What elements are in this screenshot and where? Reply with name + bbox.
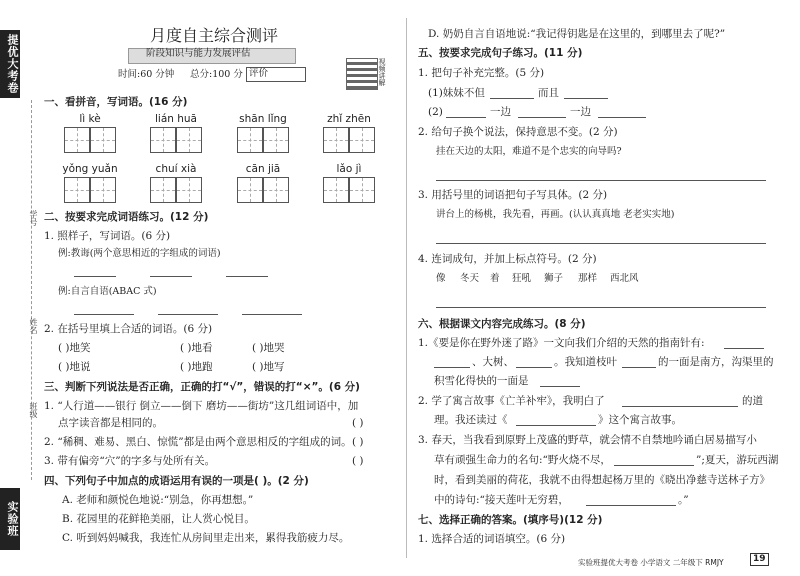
s5-q3-sentence: 讲台上的杨桃，我先看，再画。(认认真真地 老老实实地) xyxy=(436,209,675,220)
answer-line[interactable] xyxy=(622,406,738,407)
s7-question-1: 1. 选择合适的词语填空。(6 分) xyxy=(418,533,566,545)
page-number: 19 xyxy=(750,553,769,566)
answer-line[interactable] xyxy=(436,243,766,244)
fill-item[interactable]: ( )地哭 xyxy=(252,342,285,354)
writing-cell[interactable] xyxy=(90,177,116,203)
answer-line[interactable] xyxy=(614,465,694,466)
s3-question-1b: 点字读音都是相同的。 xyxy=(58,417,163,429)
word-tile: 着 xyxy=(490,273,500,284)
pinyin-8: lǎo jì xyxy=(336,163,362,175)
s6-q3-line2-end: ”;夏天，游玩西湖 xyxy=(696,454,779,466)
answer-line[interactable] xyxy=(724,348,764,349)
answer-line[interactable] xyxy=(516,425,596,426)
word-tile: 冬天 xyxy=(460,273,480,284)
writing-cell[interactable] xyxy=(176,127,202,153)
pinyin-7: cān jiā xyxy=(245,163,281,175)
s6-q1-line2-a: 、大树、 xyxy=(472,356,514,368)
s6-q2-line1: 2. 学了寓言故事《亡羊补牢》，我明白了 xyxy=(418,395,605,407)
answer-line[interactable] xyxy=(446,117,486,118)
answer-line[interactable] xyxy=(150,276,192,277)
s3-question-2: 2. “稀稠、难易、黑白、惊慌”都是由两个意思相反的字组成的词。 xyxy=(44,436,352,448)
writing-cell[interactable] xyxy=(349,177,375,203)
answer-line[interactable] xyxy=(490,98,534,99)
answer-line[interactable] xyxy=(598,117,646,118)
s6-q1-line3: 积雪化得快的一面是 xyxy=(434,375,529,387)
writing-cell[interactable] xyxy=(176,177,202,203)
pinyin-2: lián huā xyxy=(154,113,197,125)
s4-option-b[interactable]: B. 花园里的花鲜艳美丽，让人赏心悦目。 xyxy=(62,513,255,525)
writing-cell[interactable] xyxy=(263,127,289,153)
s5-q1-line2-b: 一边 xyxy=(490,106,511,118)
s5-q1-line1: (1)妹妹不但 xyxy=(428,87,485,99)
s5-question-4: 4. 连词成句，并加上标点符号。(2 分) xyxy=(418,253,597,265)
fill-item[interactable]: ( )地跑 xyxy=(180,361,213,373)
s4-option-d[interactable]: D. 奶奶自言自语地说:“我记得钥匙是在这里的，到哪里去了呢?” xyxy=(428,28,726,40)
s5-question-3: 3. 用括号里的词语把句子写具体。(2 分) xyxy=(418,189,608,201)
answer-line[interactable] xyxy=(564,98,608,99)
pinyin-6: chuí xià xyxy=(155,163,197,175)
s6-q1-line1: 1.《要是你在野外迷了路》一文向我们介绍的天然的指南针有: xyxy=(418,337,705,349)
writing-cell[interactable] xyxy=(237,177,263,203)
pinyin-5: yǒng yuǎn xyxy=(62,163,118,175)
label-grade: 班级 xyxy=(29,402,38,418)
answer-line[interactable] xyxy=(226,276,268,277)
judge-paren[interactable]: ( ) xyxy=(352,436,364,448)
footer-text: 实验班提优大考卷 小学语文 二年级下 RMJY xyxy=(578,558,724,567)
subtitle: 阶段知识与能力发展评估 xyxy=(146,48,251,59)
brand-strip-top: 提优大考卷 xyxy=(0,30,20,98)
s2-example-1: 例:教诲(两个意思相近的字组成的词语) xyxy=(58,248,221,259)
s6-q3-line2: 草有顽强生命力的名句:“野火烧不尽， xyxy=(434,454,611,466)
fill-item[interactable]: ( )地看 xyxy=(180,342,213,354)
time-label: 时间:60 分钟 xyxy=(118,69,175,80)
s6-q3-line4: 中的诗句:“接天莲叶无穷碧， xyxy=(434,494,569,506)
s5-q1-line2: (2) xyxy=(428,106,443,118)
s2-example-2: 例:自言自语(ABAC 式) xyxy=(58,286,157,297)
pinyin-4: zhǐ zhēn xyxy=(327,113,371,125)
s6-q3-line1: 3. 春天，当我看到原野上茂盛的野草，就会情不自禁地吟诵白居易描写小 xyxy=(418,434,757,446)
pinyin-1: lì kè xyxy=(79,113,101,125)
fill-item[interactable]: ( )地笑 xyxy=(58,342,91,354)
answer-line[interactable] xyxy=(74,276,116,277)
writing-cell[interactable] xyxy=(90,127,116,153)
writing-cell[interactable] xyxy=(64,177,90,203)
s5-q1-line1-b: 而且 xyxy=(538,87,559,99)
word-tile: 狮子 xyxy=(544,273,564,284)
word-tile: 狂吼 xyxy=(512,273,532,284)
s5-question-1: 1. 把句子补充完整。(5 分) xyxy=(418,67,545,79)
page-title: 月度自主综合测评 xyxy=(150,26,279,45)
section-2-title: 二、按要求完成词语练习。(12 分) xyxy=(44,211,209,223)
answer-line[interactable] xyxy=(436,180,766,181)
answer-line[interactable] xyxy=(242,314,302,315)
word-tile: 像 xyxy=(436,273,446,284)
score-box-label: 评价 xyxy=(249,68,269,79)
total-score-label: 总分:100 分 xyxy=(190,69,243,80)
s4-option-c[interactable]: C. 听到妈妈喊我，我连忙从房间里走出来，累得我筋疲力尽。 xyxy=(62,532,350,544)
judge-paren[interactable]: ( ) xyxy=(352,455,364,467)
s3-question-3: 3. 带有偏旁“穴”的字多与处所有关。 xyxy=(44,455,216,467)
answer-line[interactable] xyxy=(540,386,580,387)
section-6-title: 六、根据课文内容完成练习。(8 分) xyxy=(418,318,586,330)
s6-q1-line2-b: 。我知道枝叶 xyxy=(554,356,617,368)
writing-cell[interactable] xyxy=(323,177,349,203)
qr-code xyxy=(346,58,378,90)
s2-question-2: 2. 在括号里填上合适的词语。(6 分) xyxy=(44,323,213,335)
writing-cell[interactable] xyxy=(349,127,375,153)
fill-item[interactable]: ( )地写 xyxy=(252,361,285,373)
section-1-title: 一、看拼音，写词语。(16 分) xyxy=(44,96,188,108)
answer-line[interactable] xyxy=(436,307,766,308)
answer-line[interactable] xyxy=(622,367,656,368)
s5-question-2: 2. 给句子换个说法，保持意思不变。(2 分) xyxy=(418,126,618,138)
section-7-title: 七、选择正确的答案。(填序号)(12 分) xyxy=(418,514,603,526)
label-name: 姓名 xyxy=(29,318,38,334)
brand-strip-bottom: 实验班 xyxy=(0,488,20,550)
answer-line[interactable] xyxy=(518,117,566,118)
binding-line xyxy=(31,100,32,480)
column-divider xyxy=(406,18,407,558)
s6-q1-line2-c: 的一面是南方，沟渠里的 xyxy=(658,356,774,368)
word-tile: 那样 xyxy=(578,273,598,284)
s5-q1-line2-c: 一边 xyxy=(570,106,591,118)
section-3-title: 三、判断下列说法是否正确，正确的打“√”，错误的打“×”。(6 分) xyxy=(44,381,360,393)
s6-q2-line2-end: 》这个寓言故事。 xyxy=(598,414,682,426)
pinyin-3: shān lǐng xyxy=(239,113,287,125)
qr-caption: 视频讲解 xyxy=(378,58,386,86)
answer-line[interactable] xyxy=(74,314,134,315)
section-5-title: 五、按要求完成句子练习。(11 分) xyxy=(418,47,583,59)
s5-q2-sentence: 挂在天边的太阳，难道不是个忠实的向导吗? xyxy=(436,146,622,157)
answer-line[interactable] xyxy=(158,314,218,315)
s6-q2-line1-end: 的道 xyxy=(742,395,763,407)
writing-cell[interactable] xyxy=(64,127,90,153)
writing-cell[interactable] xyxy=(323,127,349,153)
s6-q2-line2: 理。我还读过《 xyxy=(434,414,508,426)
s4-option-a[interactable]: A. 老师和颜悦色地说:“别急，你再想想。” xyxy=(62,494,254,506)
answer-line[interactable] xyxy=(434,367,470,368)
writing-cell[interactable] xyxy=(237,127,263,153)
section-4-title: 四、下列句子中加点的成语运用有误的一项是( )。(2 分) xyxy=(44,475,309,487)
s2-question-1: 1. 照样子，写词语。(6 分) xyxy=(44,230,171,242)
writing-cell[interactable] xyxy=(150,177,176,203)
judge-paren[interactable]: ( ) xyxy=(352,417,364,429)
label-student-no: 学号 xyxy=(29,210,38,226)
word-tile: 西北风 xyxy=(610,273,639,284)
s3-question-1a: 1. “人行道——银行 倒立——倒下 磨坊——街坊”这几组词语中，加 xyxy=(44,400,359,412)
s6-q3-line4-end: 。” xyxy=(678,494,689,506)
answer-line[interactable] xyxy=(516,367,552,368)
answer-line[interactable] xyxy=(586,505,676,506)
s6-q3-line3: 时，看到美丽的荷花，我就不由得想起杨万里的《晓出净慈寺送林子方》 xyxy=(434,474,770,486)
writing-cell[interactable] xyxy=(263,177,289,203)
writing-cell[interactable] xyxy=(150,127,176,153)
fill-item[interactable]: ( )地说 xyxy=(58,361,91,373)
